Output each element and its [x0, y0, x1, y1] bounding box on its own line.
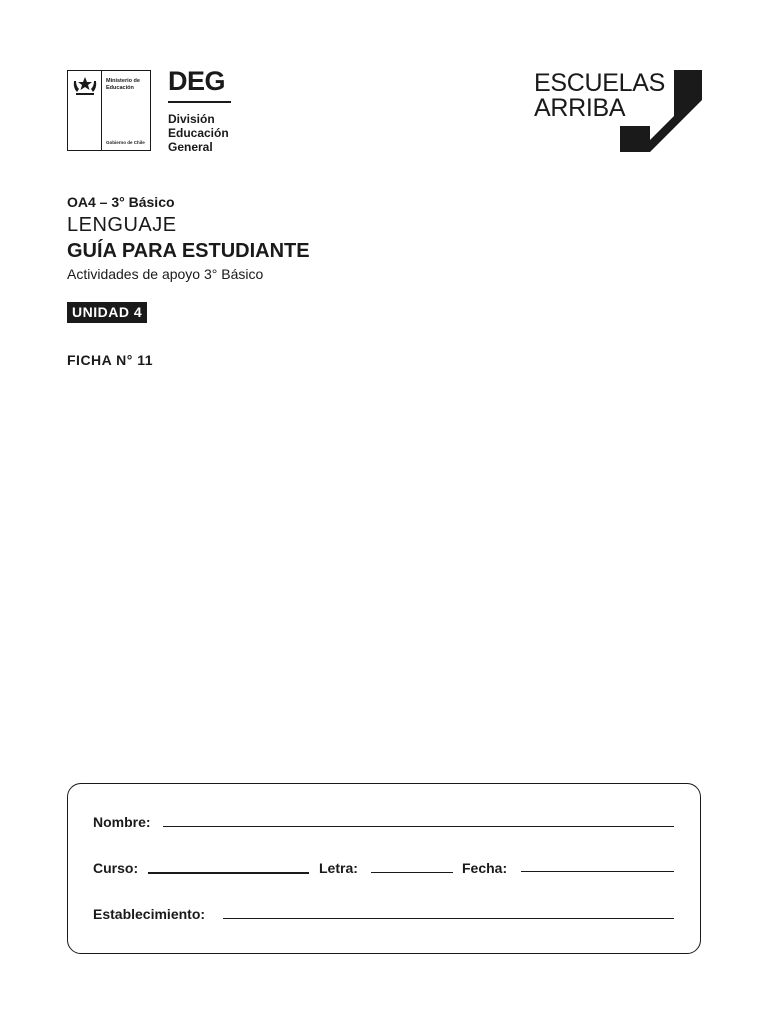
establecimiento-field[interactable]: [223, 918, 674, 919]
escuelas-arriba-line2: ARRIBA: [534, 94, 626, 122]
curso-field[interactable]: [148, 872, 309, 874]
letra-label: Letra:: [319, 860, 358, 876]
government-label: Gobierno de Chile: [106, 140, 145, 145]
nombre-field[interactable]: [163, 826, 674, 827]
activities-subtitle: Actividades de apoyo 3° Básico: [67, 266, 264, 282]
chile-crest-icon: [72, 75, 98, 97]
logo-divider: [101, 71, 102, 150]
course-code: OA4 – 3° Básico: [67, 194, 175, 210]
subject-title: LENGUAJE: [67, 214, 177, 236]
fecha-label: Fecha:: [462, 860, 508, 876]
establecimiento-label: Establecimiento:: [93, 906, 206, 922]
student-info-form: [67, 783, 701, 954]
deg-logo-subtitle: División Educación General: [168, 112, 229, 154]
nombre-label: Nombre:: [93, 814, 151, 830]
letra-field[interactable]: [371, 872, 453, 873]
unit-badge: UNIDAD 4: [67, 302, 147, 323]
curso-label: Curso:: [93, 860, 139, 876]
ministry-name: Ministerio de Educación: [106, 78, 140, 91]
escuelas-arriba-tagline: Que todos los niños aprendan: [535, 124, 610, 147]
ficha-number: FICHA N° 11: [67, 352, 154, 368]
ministry-logo: [67, 70, 151, 151]
deg-logo-title: DEG: [168, 66, 226, 96]
guide-title: GUÍA PARA ESTUDIANTE: [67, 240, 310, 262]
fecha-field[interactable]: [521, 871, 674, 872]
deg-underline: [168, 101, 231, 103]
escuelas-arriba-line1: ESCUELAS: [534, 69, 665, 97]
